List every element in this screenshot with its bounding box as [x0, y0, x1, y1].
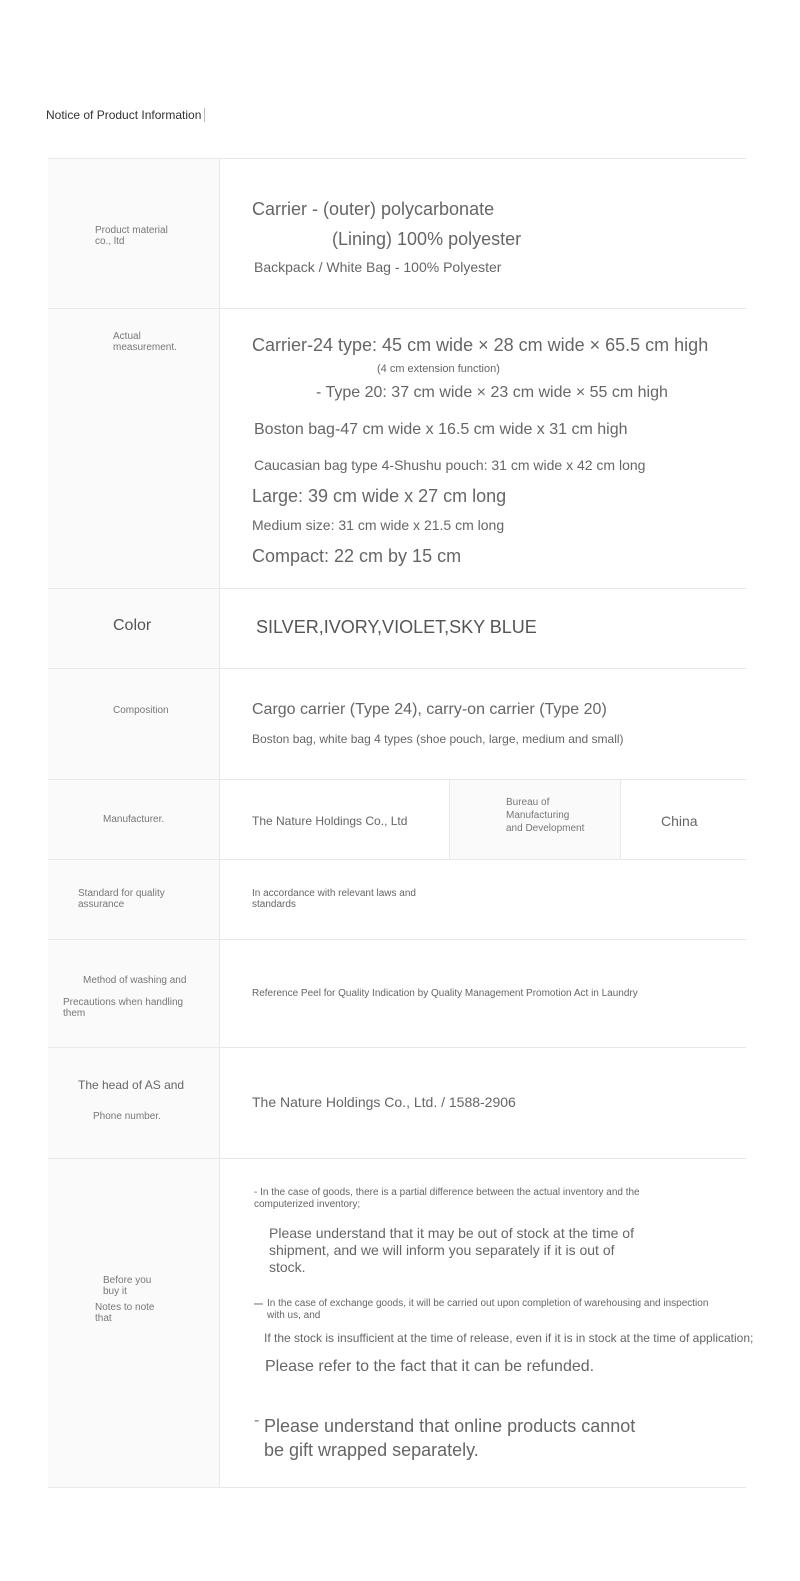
as-head-value: The Nature Holdings Co., Ltd. / 1588-2906 [252, 1094, 516, 1110]
measurement-line-2: (4 cm extension function) [377, 363, 500, 375]
measurement-line-7: Medium size: 31 cm wide x 21.5 cm long [252, 517, 505, 533]
material-line-3: Backpack / White Bag - 100% Polyester [254, 259, 502, 275]
notes-label-2: Notes to note that [95, 1302, 155, 1324]
row-manufacturer [48, 780, 746, 860]
row-washing [48, 940, 746, 1048]
notes-line-5: Please refer to the fact that it can be refunded. [265, 1358, 595, 1375]
page-title: Notice of Product Information [46, 108, 205, 122]
manufacturer-label: Manufacturer. [103, 814, 165, 825]
quality-label: Standard for quality assurance [78, 888, 165, 910]
washing-label-1: Method of washing and [83, 975, 187, 986]
material-line-2: (Lining) 100% polyester [332, 229, 522, 249]
notes-line-1: - In the case of goods, there is a partial difference between the actual inventory and the computerized inventory; [254, 1187, 640, 1210]
composition-label: Composition [113, 705, 169, 716]
color-value: SILVER,IVORY,VIOLET,SKY BLUE [256, 617, 537, 637]
notes-line-6: Please understand that online products cannot be gift wrapped separately. [264, 1416, 636, 1460]
row-as-head [48, 1048, 746, 1159]
row-notes: Before you buy it Notes to note that - In the case of goods, there is a partial difference between the actual inventory and the computerized inventory; Please understand that it may be out of stock at the time of shipment, and we will inform you separately if it is out of stock. – In the case of exchange goods, it will be carried out upon completion of warehousing and inspection with us, and If the stock is insufficient at the time of release, even if it is in stock at the time of application; Please refer to the fact that it can be refunded. - Please understand that online products cannot be gift wrapped separately. [48, 1159, 746, 1488]
material-line-1: Carrier - (outer) polycarbonate [252, 199, 495, 219]
origin-label: Bureau of Manufacturing and Development [506, 797, 585, 834]
manufacturer-value: The Nature Holdings Co., Ltd [252, 814, 408, 828]
measurement-line-4: Boston bag-47 cm wide x 16.5 cm wide x 31 cm high [254, 421, 628, 438]
material-label: Product material co., ltd [95, 225, 168, 247]
row-color [48, 589, 746, 669]
notes-line-4: If the stock is insufficient at the time of release, even if it is in stock at the time of application; [264, 1331, 754, 1345]
measurement-line-6: Large: 39 cm wide x 27 cm long [252, 486, 507, 506]
measurement-line-3: - Type 20: 37 cm wide × 23 cm wide × 55 cm high [316, 384, 668, 401]
row-measurement [48, 309, 746, 589]
origin-value: China [661, 813, 698, 829]
measurement-line-8: Compact: 22 cm by 15 cm [252, 546, 462, 566]
measurement-line-1: Carrier-24 type: 45 cm wide × 28 cm wide × 65.5 cm high [252, 335, 709, 355]
measurement-line-5: Caucasian bag type 4-Shushu pouch: 31 cm wide x 42 cm long [254, 457, 646, 473]
product-info-table [48, 158, 754, 1488]
quality-value: In accordance with relevant laws and standards [252, 888, 416, 910]
composition-line-2: Boston bag, white bag 4 types (shoe pouch, large, medium and small) [252, 732, 624, 746]
notes-line-2: Please understand that it may be out of stock at the time of shipment, and we will inform you separately if it is out of stock. [269, 1225, 634, 1275]
row-material [48, 159, 746, 309]
washing-value: Reference Peel for Quality Indication by Quality Management Promotion Act in Laundry [252, 988, 638, 999]
washing-label-2: Precautions when handling them [63, 997, 184, 1019]
notes-line-3: In the case of exchange goods, it will be carried out upon completion of warehousing and inspection with us, and [267, 1298, 709, 1321]
notes-label-1: Before you buy it [103, 1275, 152, 1297]
as-head-label-2: Phone number. [93, 1111, 161, 1122]
as-head-label-1: The head of AS and [78, 1078, 185, 1092]
color-label: Color [113, 617, 152, 634]
row-quality [48, 860, 746, 940]
row-composition [48, 669, 746, 780]
composition-line-1: Cargo carrier (Type 24), carry-on carrier (Type 20) [252, 701, 607, 718]
measurement-label: Actual measurement. [113, 331, 177, 353]
